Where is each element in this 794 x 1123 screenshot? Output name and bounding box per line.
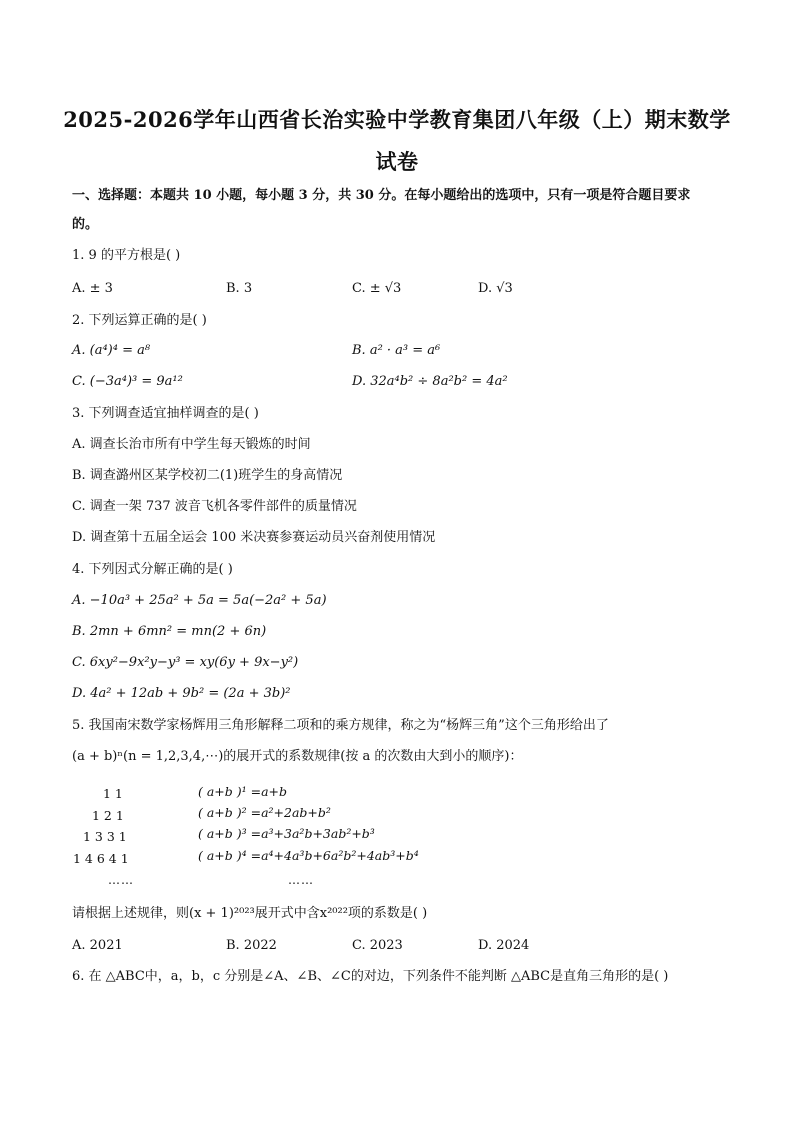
question-1-option-a: A. ± 3 (72, 281, 113, 296)
question-5-question: 请根据上述规律，则(x + 1)²⁰²³展开式中含x²⁰²²项的系数是( ) (72, 906, 428, 921)
yanghui-row-1: 1 1 (103, 786, 123, 801)
question-1-option-b: B. 3 (226, 281, 253, 296)
question-4-option-c: C. 6xy²−9x²y−y³ = xy(6y + 9x−y²) (72, 655, 299, 670)
question-1-stem: 1. 9 的平方根是( ) (72, 248, 181, 263)
section-instruction-line1: 一、选择题：本题共 10 小题，每小题 3 分，共 30 分。在每小题给出的选项中，只有一项是符合题目要求 (72, 188, 691, 203)
question-5-option-a: A. 2021 (72, 938, 123, 953)
binomial-expansion-1: ( a+b )¹ =a+b (198, 784, 288, 799)
yanghui-row-3: 1 3 3 1 (83, 829, 127, 844)
question-1-option-d: D. √3 (478, 281, 513, 296)
exam-title-line2: 试卷 (375, 149, 419, 174)
binomial-expansion-3: ( a+b )³ =a³+3a²b+3ab²+b³ (198, 826, 375, 841)
yanghui-ellipsis: …… (108, 873, 134, 887)
question-2-stem: 2. 下列运算正确的是( ) (72, 313, 207, 328)
binomial-expansion-2: ( a+b )² =a²+2ab+b² (198, 805, 331, 820)
question-3-option-c: C. 调查一架 737 波音飞机各零件部件的质量情况 (72, 499, 357, 514)
question-2-option-d: D. 32a⁴b² ÷ 8a²b² = 4a² (352, 374, 508, 389)
question-5-option-b: B. 2022 (226, 938, 277, 953)
yanghui-row-4: 1 4 6 4 1 (73, 851, 129, 866)
question-3-option-d: D. 调查第十五届全运会 100 米决赛参赛运动员兴奋剂使用情况 (72, 530, 436, 545)
binomial-expansion-4: ( a+b )⁴ =a⁴+4a³b+6a²b²+4ab³+b⁴ (198, 848, 419, 863)
question-2-option-b: B. a² · a³ = a⁶ (352, 343, 441, 358)
question-4-option-b: B. 2mn + 6mn² = mn(2 + 6n) (72, 624, 267, 639)
exam-title-line1: 2025-2026学年山西省长治实验中学教育集团八年级（上）期末数学 (63, 107, 731, 132)
question-5-option-c: C. 2023 (352, 938, 403, 953)
question-2-option-a: A. (a⁴)⁴ = a⁸ (72, 343, 151, 358)
question-5-stem-line2: (a + b)ⁿ(n = 1,2,3,4,⋯)的展开式的系数规律(按 a 的次数由大到小的顺序)： (72, 749, 523, 764)
question-3-option-b: B. 调查潞州区某学校初二(1)班学生的身高情况 (72, 468, 343, 483)
question-3-option-a: A. 调查长治市所有中学生每天锻炼的时间 (72, 437, 311, 452)
question-2-option-c: C. (−3a⁴)³ = 9a¹² (72, 374, 183, 389)
yanghui-row-2: 1 2 1 (92, 808, 124, 823)
section-instruction-line2: 的。 (72, 217, 99, 232)
question-1-option-c: C. ± √3 (352, 281, 402, 296)
question-4-option-a: A. −10a³ + 25a² + 5a = 5a(−2a² + 5a) (72, 593, 327, 608)
question-5-option-d: D. 2024 (478, 938, 530, 953)
expansion-ellipsis: …… (288, 873, 314, 887)
question-5-stem-line1: 5. 我国南宋数学家杨辉用三角形解释二项和的乘方规律，称之为“杨辉三角”这个三角形给出了 (72, 718, 609, 733)
question-4-stem: 4. 下列因式分解正确的是( ) (72, 562, 233, 577)
question-3-stem: 3. 下列调查适宜抽样调查的是( ) (72, 406, 259, 421)
question-6-stem: 6. 在 △ABC中，a，b，c 分别是∠A、∠B、∠C的对边，下列条件不能判断 △ABC是直角三角形的是( ) (72, 969, 669, 984)
question-4-option-d: D. 4a² + 12ab + 9b² = (2a + 3b)² (72, 686, 291, 701)
